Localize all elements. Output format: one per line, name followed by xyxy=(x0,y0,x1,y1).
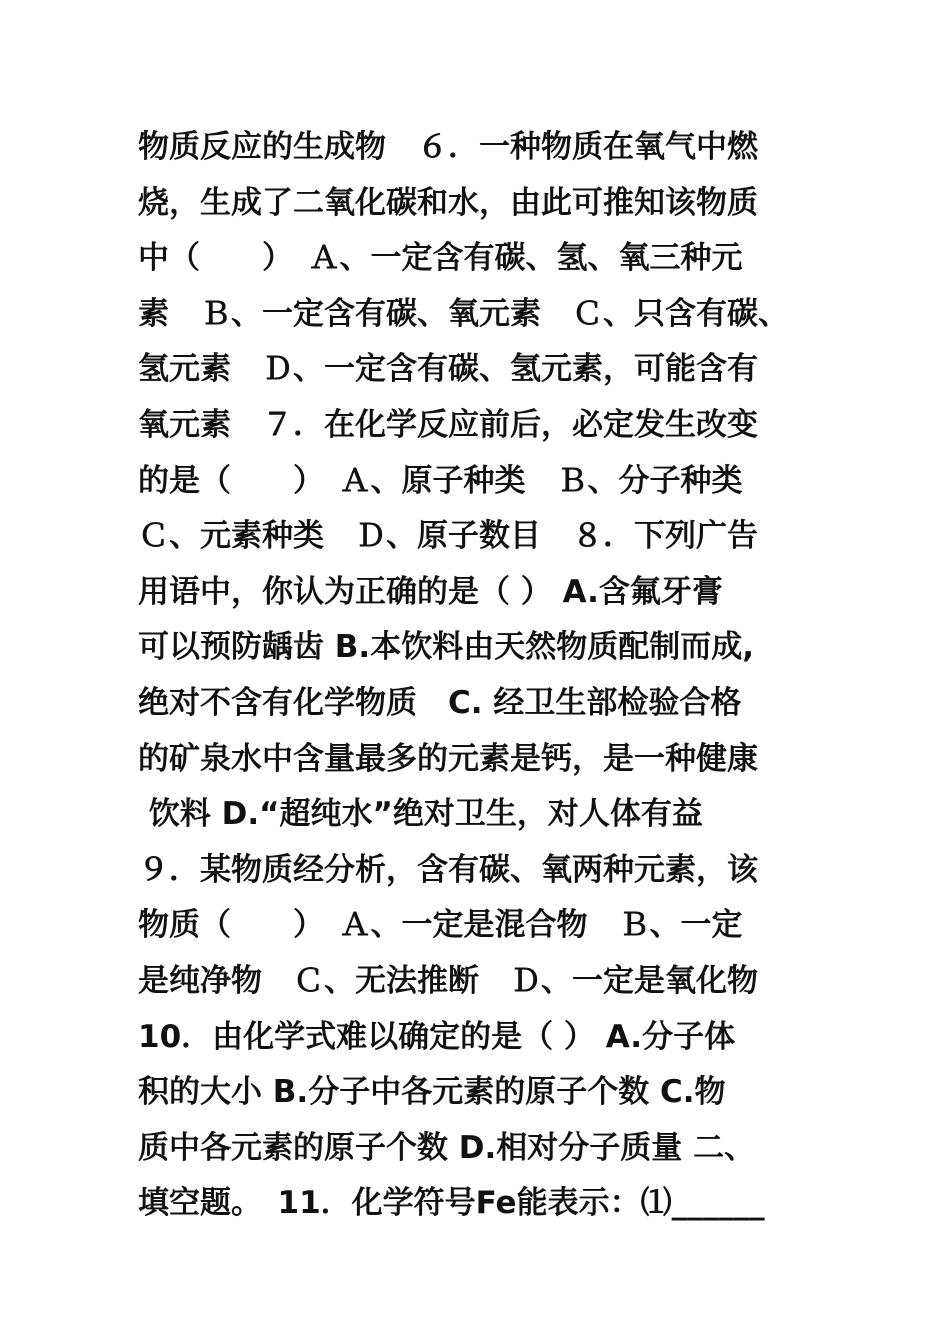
text-line-9: 用语中，你认为正确的是（ ） A.含氟牙膏 xyxy=(138,573,723,610)
text-line-13: 饮料 D.“超纯水”绝对卫生，对人体有益 xyxy=(138,796,703,833)
text-line-14: ９．某物质经分析，含有碳、氧两种元素，该 xyxy=(138,851,758,888)
text-line-18: 积的大小 B.分子中各元素的原子个数 C.物 xyxy=(138,1074,726,1111)
text-line-2: 烧，生成了二氧化碳和水，由此可推知该物质 xyxy=(138,184,758,221)
text-line-8: Ｃ、元素种类 Ｄ、原子数目 ８．下列广告 xyxy=(138,518,758,555)
text-line-1: 物质反应的生成物 ６．一种物质在氧气中燃 xyxy=(138,129,758,165)
text-line-3: 中（ ） Ａ、一定含有碳、氢、氧三种元 xyxy=(138,240,743,277)
text-line-10: 可以预防龋齿 B.本饮料由天然物质配制而成, xyxy=(138,629,754,666)
text-line-4: 素 Ｂ、一定含有碳、氧元素 Ｃ、只含有碳、 xyxy=(138,295,789,332)
text-line-6: 氧元素 ７．在化学反应前后，必定发生改变 xyxy=(138,406,758,443)
text-line-19: 质中各元素的原子个数 D.相对分子质量 二、 xyxy=(138,1129,756,1166)
text-line-20: 填空题。 11．化学符号Fe能表示：⑴______ xyxy=(138,1185,765,1222)
text-line-7: 的是（ ） Ａ、原子种类 Ｂ、分子种类 xyxy=(138,462,743,499)
document-text xyxy=(138,120,850,1232)
text-line-16: 是纯净物 Ｃ、无法推断 Ｄ、一定是氧化物 xyxy=(138,962,758,999)
text-line-12: 的矿泉水中含量最多的元素是钙，是一种健康 xyxy=(138,740,758,777)
text-line-15: 物质（ ） Ａ、一定是混合物 Ｂ、一定 xyxy=(138,907,743,944)
text-line-17: 10．由化学式难以确定的是（ ） A.分子体 xyxy=(138,1018,736,1055)
text-line-5: 氢元素 Ｄ、一定含有碳、氢元素，可能含有 xyxy=(138,351,758,388)
text-line-11: 绝对不含有化学物质 C. 经卫生部检验合格 xyxy=(138,684,742,721)
